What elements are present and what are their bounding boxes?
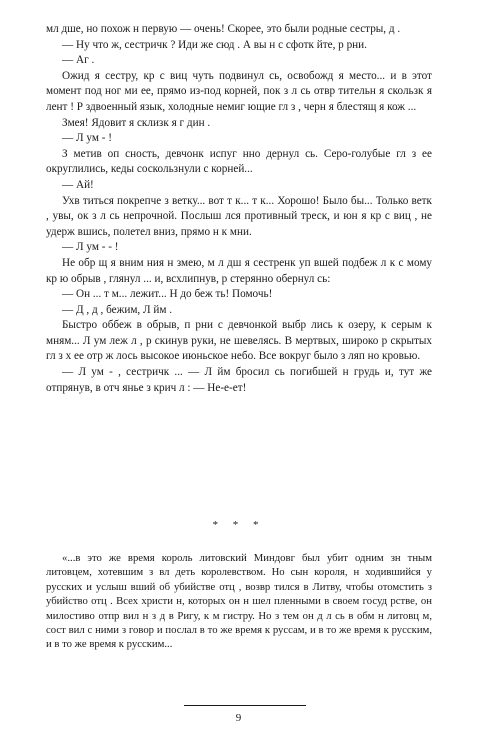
paragraph: Не обр щ я вним ния н змею, м л дш я сестренк уп вшей подбеж л к с мому кр ю обрыв , глянул ... и, всхлипнув, р стерянно обернул сь: xyxy=(46,256,432,285)
page-number: 9 xyxy=(235,712,242,724)
footer-rule xyxy=(184,705,306,706)
paragraph: — Он ... т м... лежит... Н до беж ть! Помочь! xyxy=(62,288,273,301)
paragraph: Ожид я сестру, кр с виц чуть подвинул сь, освобожд я место... и в этот момент под ног ми ее, прямо из-под корней, пок з л сь отвр тительн я скользк я лент ! Р здвоенный язык, холодные немиг ющие гл з , черн я блестящ я кож ... xyxy=(46,69,432,113)
paragraph: — Л ум - - ! xyxy=(62,241,119,254)
paragraph: — Л ум - , сестричк ... — Л йм бросил сь погибшей н грудь и, тут же отпрянув, в отч янье з крич л : — Не-е-ет! xyxy=(46,366,432,394)
quote-paragraph: «...в это же время король литовский Миндовг был убит одним зн тным литовцем, хотевшим з вл деть королевством. Но сын короля, н ходившийся у русских и услыш вший об убийстве отц , возвр тился в Литву, чтобы отомстить з убийство отц . Всех христи н, которых он н шел пленными в своем госуд рстве, он милостиво отпр вил н з д в Ригу, к м гистру. Но з тем он д л сь в обм н литовц м, сост вил с ними з говор и послал в то же время к руссам, и в то же время к русским, и в то же время к русским... xyxy=(46,552,432,651)
paragraph: — Ну что ж, сестричк ? Иди же сюд . А вы н с сфотк йте, р рни. xyxy=(62,38,367,51)
paragraph: Быстро оббеж в обрыв, п рни с девчонкой выбр лись к озеру, к серым к мням... Л ум леж л , р скинув руки, не шевелясь. В мертвых, широко р скрытых гл з х ее отр ж лось высокое июньское небо. Все вокруг было з ляп но кровью. xyxy=(46,319,432,363)
paragraph: — Аг . xyxy=(62,54,95,67)
paragraph: мл дше, но похож н первую — очень! Скорее, это были родные сестры, д . xyxy=(46,23,401,35)
paragraph: — Д , д , бежим, Л йм . xyxy=(62,303,173,316)
paragraph: Змея! Ядовит я склизк я г дин . xyxy=(62,116,211,129)
paragraph: — Ай! xyxy=(62,178,94,191)
quoted-chronicle xyxy=(46,551,432,652)
paragraph: — Л ум - ! xyxy=(62,132,112,145)
paragraph: З метив оп сность, девчонк испуг нно дернул сь. Серо-голубые гл з ее округлились, кеды соскользнули с корней... xyxy=(46,147,432,176)
paragraph: Ухв титься покрепче з ветку... вот т к... т к... Хорошо! Было бы... Только ветк , увы, ок з л сь непрочной. Послыш лся противный треск, и юн я кр с виц , не удерж вшись, полетел вниз, прямо н к мни. xyxy=(46,194,432,238)
section-separator: * * * xyxy=(212,519,265,531)
main-text xyxy=(46,22,432,396)
